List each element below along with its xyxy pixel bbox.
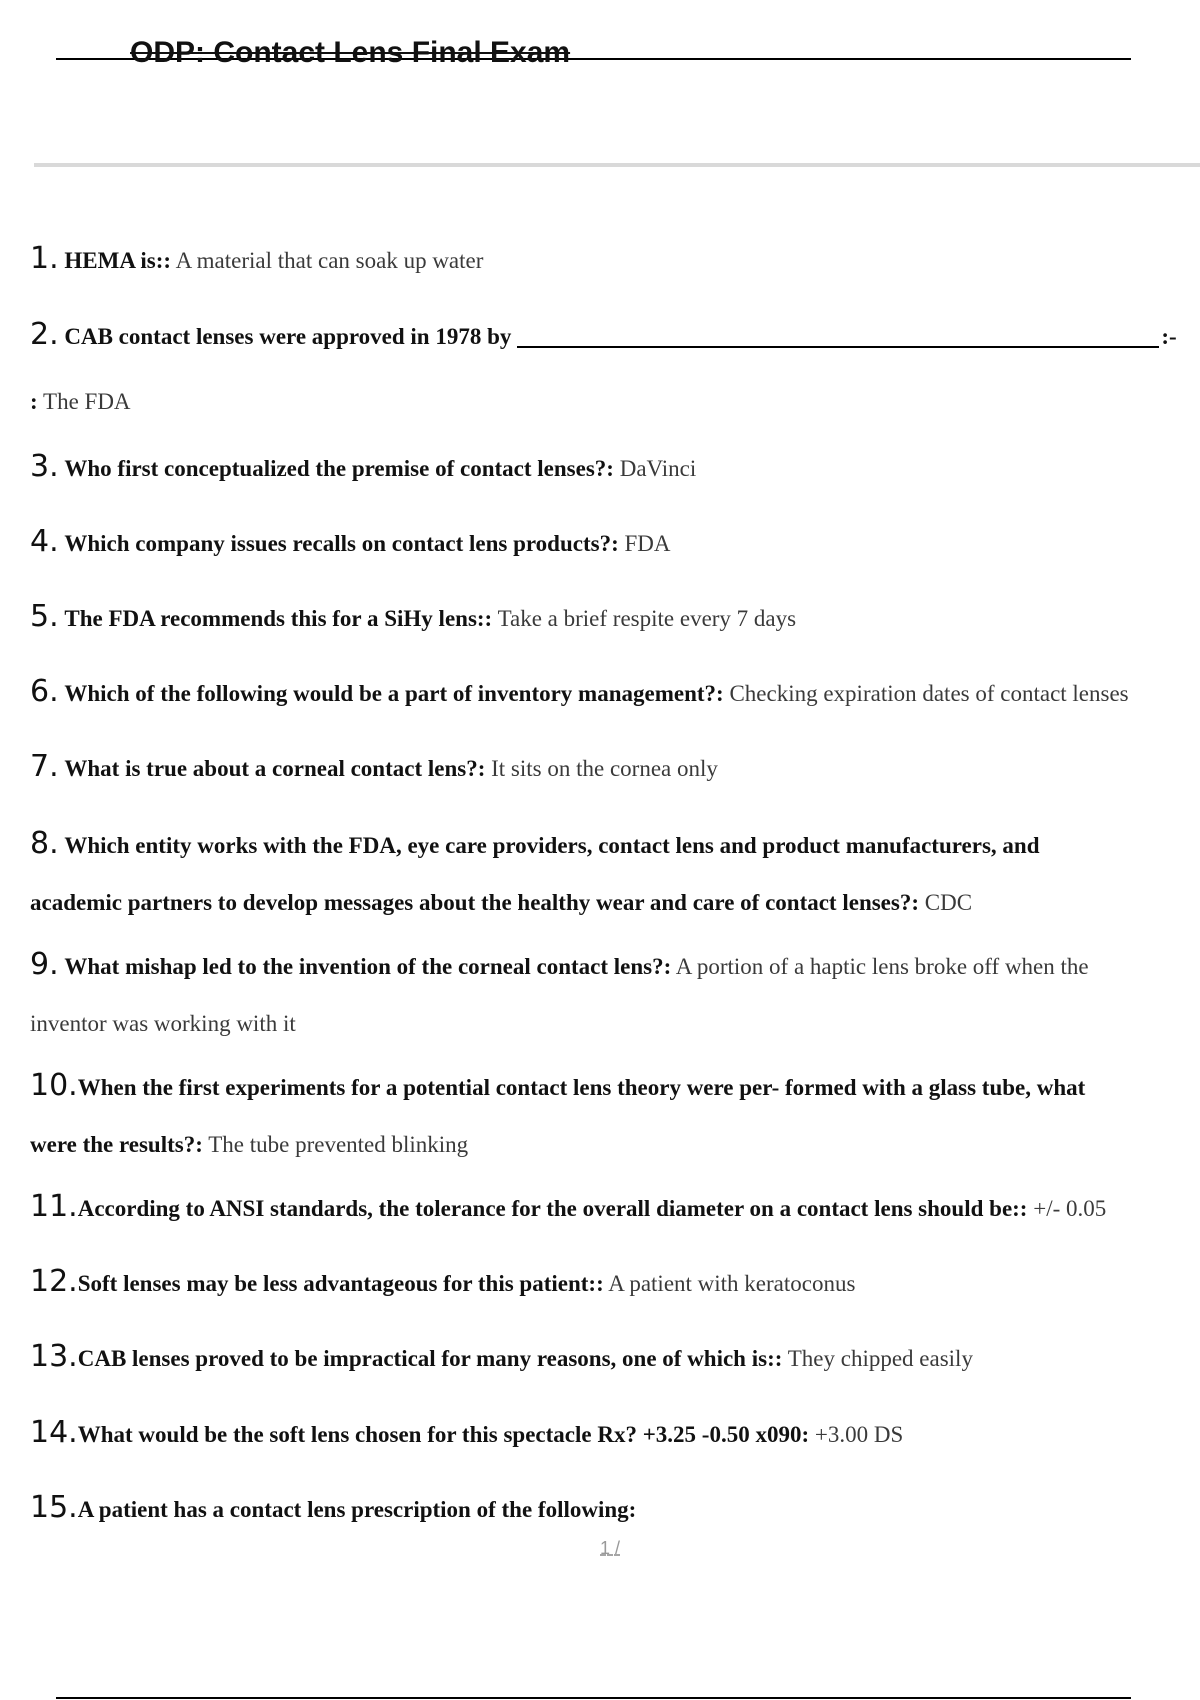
question-number: 6. [30, 674, 59, 709]
question-9-continued [30, 1009, 1190, 1039]
question-number: 15. [30, 1490, 78, 1525]
question-text-cont: were the results?: [30, 1132, 203, 1157]
question-number: 2. [30, 317, 59, 352]
question-text-cont: : [30, 389, 38, 414]
question-text: CAB lenses proved to be impractical for many reasons, one of which is:: [77, 1346, 783, 1371]
question-text: What mishap led to the invention of the corneal contact lens?: [64, 954, 672, 979]
question-1 [30, 241, 1190, 276]
question-number: 14. [30, 1415, 78, 1450]
question-2 [30, 317, 1190, 352]
question-12 [30, 1264, 1190, 1299]
question-text: What would be the soft lens chosen for this spectacle Rx? +3.25 -0.50 x090: [77, 1422, 810, 1447]
question-2-continued [30, 387, 1190, 417]
question-text: When the first experiments for a potential contact lens theory were per- formed with a glass tube, what [77, 1075, 1086, 1100]
question-number: 8. [30, 826, 59, 861]
answer-text: A patient with keratoconus [608, 1271, 856, 1296]
answer-text: Checking expiration dates of contact lenses [729, 681, 1129, 706]
answer-text: They chipped easily [787, 1346, 973, 1371]
question-number: 11. [30, 1189, 78, 1224]
answer-text: CDC [924, 890, 973, 915]
question-15 [30, 1490, 1190, 1525]
question-10 [30, 1068, 1190, 1103]
answer-text: The FDA [43, 389, 131, 414]
question-number: 7. [30, 749, 59, 784]
question-text: What is true about a corneal contact lens?: [64, 756, 486, 781]
question-number: 5. [30, 599, 59, 634]
question-14 [30, 1415, 1190, 1450]
answer-text: A material that can soak up water [175, 248, 484, 273]
question-5 [30, 599, 1190, 634]
question-text: Which of the following would be a part of inventory management?: [64, 681, 724, 706]
question-text: HEMA is:: [64, 248, 172, 273]
question-number: 10. [30, 1068, 78, 1103]
question-text: Who first conceptualized the premise of contact lenses?: [64, 456, 614, 481]
question-text: According to ANSI standards, the tolerance for the overall diameter on a contact lens should be:: [77, 1196, 1028, 1221]
answer-text: It sits on the cornea only [491, 756, 718, 781]
answer-text: +/- 0.05 [1033, 1196, 1107, 1221]
question-text-cont: academic partners to develop messages about the healthy wear and care of contact lenses?: [30, 890, 920, 915]
answer-text: +3.00 DS [814, 1422, 904, 1447]
question-number: 1. [30, 241, 59, 276]
question-text: Which company issues recalls on contact lens products?: [64, 531, 619, 556]
question-text: Soft lenses may be less advantageous for this patient:: [77, 1271, 604, 1296]
question-8-continued [30, 888, 1190, 918]
question-6 [30, 674, 1190, 709]
question-number: 13. [30, 1339, 78, 1374]
question-tail: :- [1161, 324, 1177, 349]
answer-text: FDA [624, 531, 671, 556]
question-9 [30, 947, 1190, 982]
answer-text: The tube prevented blinking [208, 1132, 469, 1157]
answer-text-cont: inventor was working with it [30, 1011, 296, 1036]
question-text: CAB contact lenses were approved in 1978 by [64, 324, 512, 349]
question-text: A patient has a contact lens prescription of the following: [77, 1497, 637, 1522]
question-10-continued [30, 1130, 1190, 1160]
footer-rule [56, 1697, 1131, 1699]
answer-text: A portion of a haptic lens broke off when the [675, 954, 1089, 979]
question-7 [30, 749, 1190, 784]
fill-blank [517, 346, 1159, 348]
question-8 [30, 826, 1190, 861]
answer-text: Take a brief respite every 7 days [497, 606, 797, 631]
question-4 [30, 524, 1190, 559]
question-13 [30, 1339, 1190, 1374]
answer-text: DaVinci [619, 456, 697, 481]
question-text: The FDA recommends this for a SiHy lens:: [64, 606, 493, 631]
question-number: 3. [30, 449, 59, 484]
question-3 [30, 449, 1190, 484]
page-number: 1 / [600, 1538, 621, 1558]
question-11 [30, 1189, 1190, 1224]
question-text: Which entity works with the FDA, eye care providers, contact lens and product manufacturers, and [64, 833, 1040, 858]
page-title: ODP: Contact Lens Final Exam [130, 36, 571, 69]
question-number: 12. [30, 1264, 78, 1299]
question-number: 4. [30, 524, 59, 559]
question-number: 9. [30, 947, 59, 982]
